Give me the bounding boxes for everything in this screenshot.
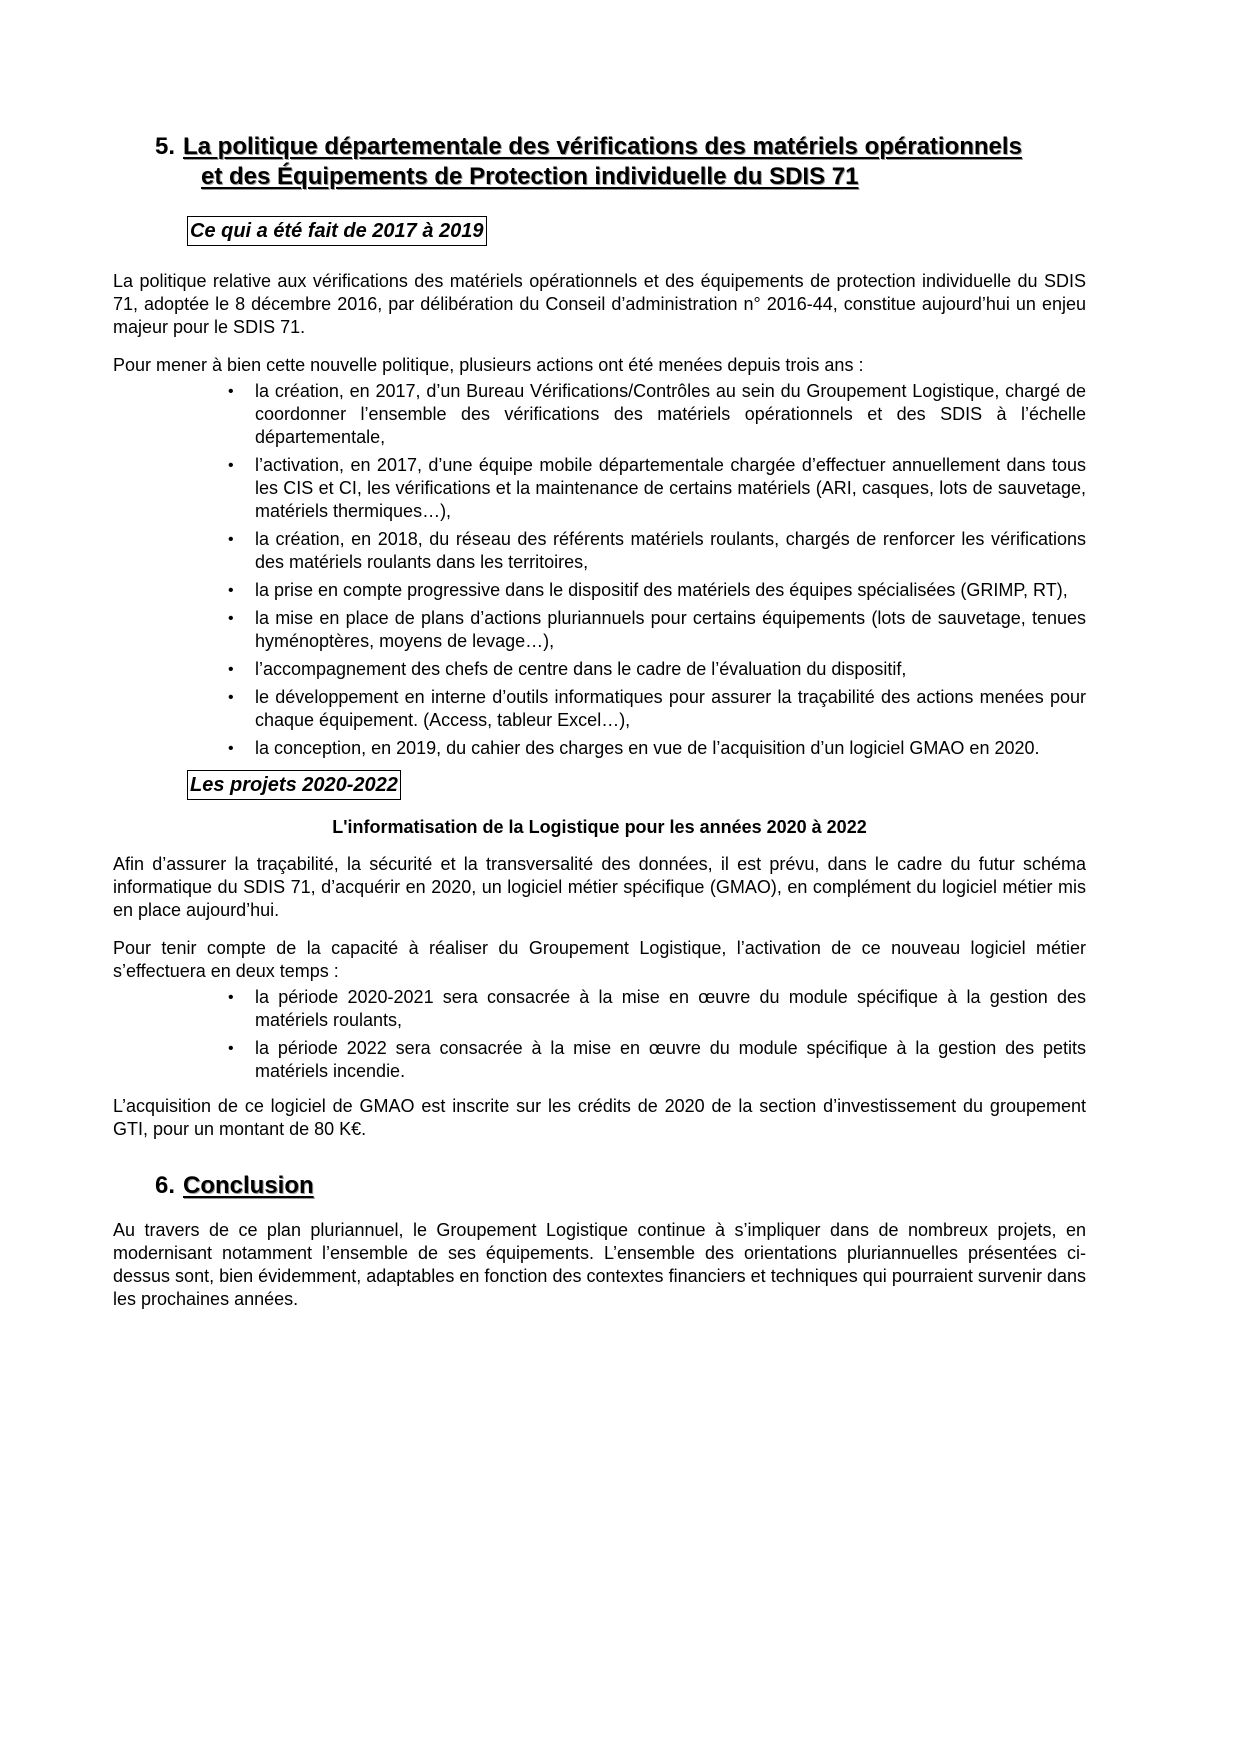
section-5-heading-line-2 [113, 162, 1086, 192]
projects-bullet-list [113, 986, 1086, 1083]
page-content [113, 132, 1086, 1311]
list-item: • l’accompagnement des chefs de centre dans le cadre de l’évaluation du dispositif, [228, 658, 1086, 681]
done-paragraph-1: La politique relative aux vérifications des matériels opérationnels et des équipements de protection individuelle du SDIS 71, adoptée le 8 décembre 2016, par délibération du Conseil d’administration n° 2016-44, constitue aujourd’hui un enjeu majeur pour le SDIS 71. [113, 271, 1086, 337]
subsection-projects-heading: Les projets 2020-2022 [187, 770, 401, 800]
list-item: • la période 2020-2021 sera consacrée à la mise en œuvre du module spécifique à la gestion des matériels roulants, [228, 986, 1086, 1032]
list-item: • la création, en 2017, d’un Bureau Vérifications/Contrôles au sein du Groupement Logistique, chargé de coordonner l’ensemble des vérifications des matériels opérationnels et des SDIS à l’échelle départementale, [228, 380, 1086, 449]
section-5-title-line-2: et des Équipements de Protection individuelle du SDIS 71 [201, 163, 859, 190]
conclusion-paragraph: Au travers de ce plan pluriannuel, le Groupement Logistique continue à s’impliquer dans de nombreux projets, en modernisant notamment l’ensemble de ses équipements. L’ensemble des orientations pluriannuelles présentées ci-dessus sont, bien évidemment, adaptables en fonction des contextes financiers et techniques qui pourraient survenir dans les prochaines années. [113, 1220, 1086, 1309]
section-5-number: 5. [155, 133, 176, 160]
section-5-title-line-1: La politique départementale des vérifications des matériels opérationnels [183, 133, 1022, 160]
list-item: • la prise en compte progressive dans le dispositif des matériels des équipes spécialisées (GRIMP, RT), [228, 579, 1086, 602]
list-item: • le développement en interne d’outils informatiques pour assurer la traçabilité des actions menées pour chaque équipement. (Access, tableur Excel…), [228, 686, 1086, 732]
section-6-heading [113, 1171, 1086, 1201]
done-paragraph-2: Pour mener à bien cette nouvelle politique, plusieurs actions ont été menées depuis trois ans : [113, 355, 864, 375]
section-6-title: Conclusion [183, 1172, 314, 1199]
projects-paragraph-1: Afin d’assurer la traçabilité, la sécurité et la transversalité des données, il est prévu, dans le cadre du futur schéma informatique du SDIS 71, d’acquérir en 2020, un logiciel métier spécifique (GMAO), en complément du logiciel métier mis en place aujourd’hui. [113, 854, 1086, 920]
list-item: • la période 2022 sera consacrée à la mise en œuvre du module spécifique à la gestion des petits matériels incendie. [228, 1037, 1086, 1083]
list-item: • la création, en 2018, du réseau des référents matériels roulants, chargés de renforcer les vérifications des matériels roulants dans les territoires, [228, 528, 1086, 574]
subsection-done-heading: Ce qui a été fait de 2017 à 2019 [187, 216, 487, 246]
section-6-number: 6. [155, 1172, 176, 1199]
projects-subheading: L'informatisation de la Logistique pour les années 2020 à 2022 [332, 817, 867, 837]
section-5-heading [113, 132, 1086, 162]
projects-paragraph-2: Pour tenir compte de la capacité à réaliser du Groupement Logistique, l’activation de ce nouveau logiciel métier s’effectuera en deux temps : [113, 938, 1086, 981]
done-bullet-list [113, 380, 1086, 760]
projects-paragraph-3: L’acquisition de ce logiciel de GMAO est inscrite sur les crédits de 2020 de la section d’investissement du groupement GTI, pour un montant de 80 K€. [113, 1096, 1086, 1139]
list-item: • l’activation, en 2017, d’une équipe mobile départementale chargée d’effectuer annuellement dans tous les CIS et CI, les vérifications et la maintenance de certains matériels (ARI, casques, lots de sauvetage, matériels thermiques…), [228, 454, 1086, 523]
list-item: • la mise en place de plans d’actions pluriannuels pour certains équipements (lots de sauvetage, tenues hyménoptères, moyens de levage…), [228, 607, 1086, 653]
list-item: • la conception, en 2019, du cahier des charges en vue de l’acquisition d’un logiciel GMAO en 2020. [228, 737, 1086, 760]
